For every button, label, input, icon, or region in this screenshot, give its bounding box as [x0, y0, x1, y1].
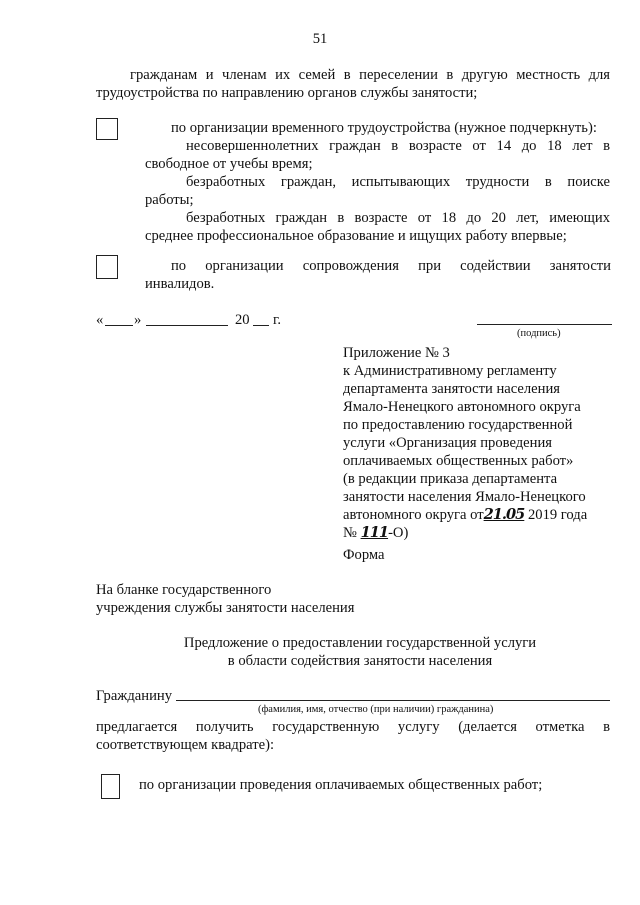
option-graduates-line1: безработных граждан в возрасте от 18 до 20 лет, имеющих	[186, 210, 610, 226]
checkbox-temporary-employment[interactable]	[96, 118, 118, 140]
appendix-date-prefix: автономного округа от	[343, 507, 484, 523]
paragraph-relocation-line1: гражданам и членам их семей в переселении в другую местность для	[130, 67, 610, 83]
date-close-quote: »	[134, 312, 142, 328]
signature-caption: (подпись)	[517, 328, 561, 339]
citizen-name-caption: (фамилия, имя, отчество (при наличии) гражданина)	[258, 704, 494, 715]
date-year-suffix: г.	[273, 312, 281, 328]
citizen-name-line[interactable]	[176, 700, 610, 701]
appendix-line: Приложение № 3	[343, 345, 450, 361]
paragraph-relocation-line2: трудоустройства по направлению органов службы занятости;	[96, 85, 478, 101]
date-year-blank[interactable]	[253, 325, 269, 326]
option-disabled-line1: по организации сопровождения при содействии занятости	[171, 258, 611, 274]
option-minors-line2: свободное от учебы время;	[145, 156, 313, 172]
signature-line[interactable]	[477, 324, 612, 325]
appendix-line: к Административному регламенту	[343, 363, 557, 379]
appendix-date-suffix: 2019 года	[527, 507, 588, 523]
appendix-line: Ямало-Ненецкого автономного округа	[343, 399, 581, 415]
handwritten-date: 21.05	[483, 506, 525, 523]
appendix-line: департамента занятости населения	[343, 381, 560, 397]
form-label: Форма	[343, 547, 385, 563]
option-graduates-line2: среднее профессиональное образование и ищущих работу впервые;	[145, 228, 567, 244]
option-unemployed-line1: безработных граждан, испытывающих трудности в поиске	[186, 174, 610, 190]
citizen-label: Гражданину	[96, 688, 173, 704]
date-year-prefix: 20	[235, 312, 250, 328]
document-title-line1: Предложение о предоставлении государственной услуги	[183, 635, 537, 651]
letterhead-line1: На бланке государственного	[96, 582, 272, 598]
option-disabled-line2: инвалидов.	[145, 276, 215, 292]
offer-line2: соответствующем квадрате):	[96, 737, 274, 753]
date-month-blank[interactable]	[146, 325, 228, 326]
appendix-line: (в редакции приказа департамента	[343, 471, 558, 487]
date-line	[96, 311, 356, 331]
option-minors-line1: несовершеннолетних граждан в возрасте от 14 до 18 лет в	[186, 138, 610, 154]
option-temporary-employment-label: по организации временного трудоустройства (нужное подчеркнуть):	[171, 120, 597, 136]
option-public-works-label: по организации проведения оплачиваемых общественных работ;	[139, 777, 543, 793]
letterhead-line2: учреждения службы занятости населения	[96, 600, 355, 616]
date-open-quote: «	[96, 312, 104, 328]
appendix-line: услуги «Организация проведения	[343, 435, 552, 451]
appendix-number-prefix: №	[343, 525, 357, 541]
appendix-block	[343, 344, 623, 542]
appendix-line-number	[343, 524, 623, 542]
appendix-line-date	[343, 506, 623, 524]
checkbox-disabled-support[interactable]	[96, 255, 118, 279]
offer-line1: предлагается получить государственную услугу (делается отметка в	[96, 719, 610, 735]
appendix-line: оплачиваемых общественных работ»	[343, 453, 574, 469]
option-unemployed-line2: работы;	[145, 192, 194, 208]
appendix-line: по предоставлению государственной	[343, 417, 573, 433]
appendix-line: занятости населения Ямало-Ненецкого	[343, 489, 586, 505]
handwritten-number: 111	[360, 524, 389, 541]
appendix-number-suffix: -О)	[388, 525, 409, 541]
page-number: 51	[312, 31, 328, 47]
date-day-blank[interactable]	[105, 325, 133, 326]
checkbox-public-works[interactable]	[101, 774, 120, 799]
document-title-line2: в области содействия занятости населения	[227, 653, 493, 669]
